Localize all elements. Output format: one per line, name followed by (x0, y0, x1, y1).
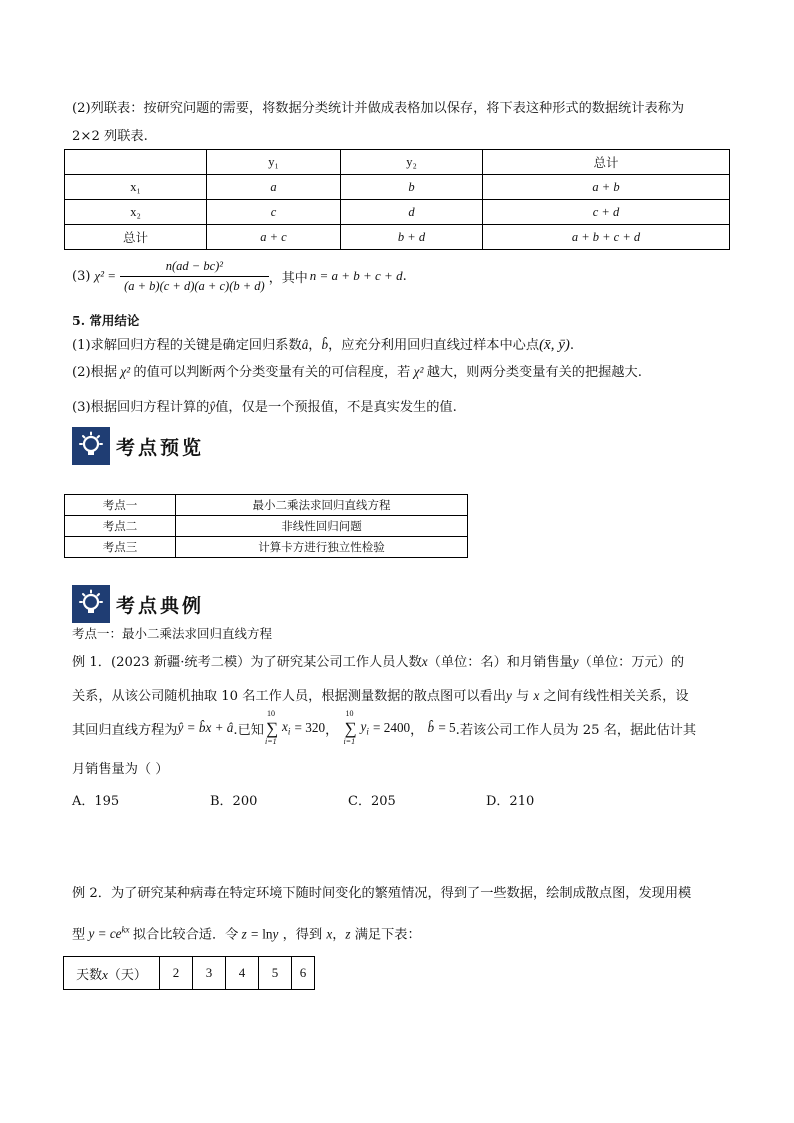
table-cell: 5 (259, 957, 292, 990)
table-cell: 总计 (483, 150, 730, 175)
sum-symbol: 10 ∑ i=1 (343, 709, 357, 746)
option-b: B．200 (210, 794, 258, 809)
conclusion-1-text-b: ，应充分利用回归直线过样本中心点 (328, 338, 540, 353)
example-1-line-3: 其回归直线方程为 ŷ = b̂x + â .已知 10 ∑ i=1 $x_i$ = 320 ， 10 ∑ i=1 $y_i$ = 2400 ， b̂ = 5 .若该公司工作人员为 25 名，据此估计其 (72, 709, 697, 746)
example-1-text-i: .若该公司工作人员为 25 名，据此估计其 (455, 722, 697, 738)
example-1-line-2 (72, 687, 689, 706)
conclusion-1-text-a: (1)求解回归方程的关键是确定回归系数 (72, 338, 302, 353)
option-d: D．210 (486, 794, 535, 809)
option-c: C．205 (348, 794, 396, 809)
table-cell: a + b (483, 175, 730, 200)
contingency-table (64, 149, 730, 250)
var-yi: $y_i$ (360, 719, 369, 737)
table-row (65, 495, 468, 516)
b-hat-symbol: b̂ (427, 720, 435, 735)
option-a: A．195 (72, 794, 120, 809)
formula-prefix: (3) (72, 268, 91, 284)
example-2-text-c: ，得到 (282, 927, 323, 943)
example-1-text-c: （单位：万元）的 (578, 655, 685, 670)
conclusion-1-text-c: . (569, 338, 575, 353)
conclusion-3 (72, 398, 457, 417)
conclusion-3-text-a: (3)根据回归方程计算的 (72, 400, 210, 415)
var-y: y (505, 688, 512, 703)
example-2-text-d: 满足下表： (354, 927, 421, 943)
var-x: x (533, 688, 540, 703)
table-header-cell (64, 957, 160, 990)
table-row (65, 175, 730, 200)
example-2-text-b: 拟合比较合适．令 (132, 927, 239, 943)
chi-square-symbol: χ² (117, 364, 134, 379)
table-cell: 计算卡方进行独立性检验 (176, 537, 468, 558)
table-row (65, 200, 730, 225)
table-cell: 考点三 (65, 537, 176, 558)
table-row (64, 957, 315, 990)
lightbulb-icon (72, 427, 110, 465)
y-hat-symbol: ŷ (209, 399, 216, 414)
example-2-text-a: 型 (72, 927, 86, 943)
examples-title: 考点典例 (116, 594, 205, 617)
chi-square-formula (72, 252, 407, 300)
conclusion-1: (1)求解回归方程的关键是确定回归系数â，b̂，应充分利用回归直线过样本中心点(x̄, ȳ). (72, 337, 575, 353)
table-cell (65, 150, 207, 175)
substitution-equation: z = (238, 926, 263, 942)
b-hat-value: = 5 (438, 720, 456, 735)
topic-1-label: 考点一：最小二乘法求回归直线方程 (72, 626, 273, 641)
example-1-text-b: （单位：名）和月销售量 (427, 655, 573, 670)
table-cell: x₂ (65, 200, 207, 225)
example-2-line-1: 例 2．为了研究某种病毒在特定环境下随时间变化的繁殖情况，得到了一些数据，绘制成散点图，发现用模 (72, 886, 692, 901)
conclusion-3-text-b: 值，仅是一个预报值，不是真实发生的值. (215, 400, 457, 415)
examples-banner (72, 585, 204, 623)
chi-lhs: χ² = (94, 268, 117, 283)
conclusion-2-text-b: 的值可以判断两个分类变量有关的可信程度，若 (133, 365, 411, 380)
table-cell: 最小二乘法求回归直线方程 (176, 495, 468, 516)
preview-banner (72, 427, 204, 465)
example-1-text-h: .已知 (233, 722, 264, 738)
conclusion-2-text-a: (2)根据 (72, 365, 118, 380)
preview-table (64, 494, 468, 558)
var-y: y (272, 926, 279, 942)
var-x: x (326, 926, 333, 942)
table-cell: 非线性回归问题 (176, 516, 468, 537)
intro-line-1: (2)列联表：按研究问题的需要，将数据分类统计并做成表格加以保存，将下表这种形式的数据统计表称为 (72, 101, 685, 116)
table-cell: 6 (292, 957, 315, 990)
formula-end: . (402, 268, 407, 284)
table-row (65, 225, 730, 250)
table-cell: a (207, 175, 341, 200)
days-table (63, 956, 315, 990)
table-cell: 3 (193, 957, 226, 990)
conclusion-2-text-c: 越大，则两分类变量有关的把握越大. (426, 365, 642, 380)
formula-suffix: ，其中 (268, 270, 308, 286)
table-cell: y₁ (207, 150, 341, 175)
chi-fraction (120, 259, 269, 294)
chi-numerator: n(ad − bc)² (120, 259, 269, 277)
table-header-row (65, 150, 730, 175)
chi-square-symbol: χ² (410, 364, 427, 379)
table-cell: c (207, 200, 341, 225)
table-cell: b (341, 175, 483, 200)
conclusions-heading: 5. 常用结论 (72, 313, 140, 328)
formula-where: n = a + b + c + d (309, 268, 403, 283)
table-cell: 考点二 (65, 516, 176, 537)
preview-title: 考点预览 (116, 436, 205, 459)
table-cell: c + d (483, 200, 730, 225)
table-cell: x₁ (65, 175, 207, 200)
var-xi: $x_i$ (281, 719, 291, 737)
lightbulb-icon (72, 585, 110, 623)
table-cell: 总计 (65, 225, 207, 250)
example-1-text-a: 例 1．(2023 新疆·统考二模）为了研究某公司工作人员人数 (72, 655, 422, 670)
table-cell: 2 (160, 957, 193, 990)
sample-center-point: (x̄, ȳ) (539, 337, 570, 353)
table-cell: 4 (226, 957, 259, 990)
sum-symbol: 10 ∑ i=1 (264, 709, 279, 746)
sum-y-value: = 2400 (373, 720, 411, 735)
days-label: 天数 (76, 967, 103, 983)
var-x: x (102, 966, 108, 982)
chi-denominator: (a + b)(c + d)(a + c)(b + d) (124, 278, 265, 293)
regression-equation: ŷ = b̂x + â (177, 720, 234, 735)
table-cell: d (341, 200, 483, 225)
table-cell: y₂ (341, 150, 483, 175)
example-1-text-f: 之间有线性相关关系，设 (543, 689, 689, 704)
example-1-text-g: 其回归直线方程为 (72, 722, 178, 738)
example-1-text-d: 关系，从该公司随机抽取 10 名工作人员，根据测量数据的散点图可以看出 (72, 689, 506, 704)
a-hat-symbol: â (301, 337, 309, 352)
table-cell: a + c (207, 225, 341, 250)
table-row (65, 537, 468, 558)
intro-line-2: 2×2 列联表. (72, 129, 148, 144)
example-1-line-1 (72, 653, 684, 672)
model-equation: $y = ce^{kx}$ (85, 925, 130, 942)
var-z: z (345, 926, 351, 942)
var-y: y (572, 654, 579, 669)
b-hat-symbol: b̂ (321, 337, 329, 352)
example-2-line-2: 型 $y = ce^{kx}$ 拟合比较合适．令 z = lny ，得到 x，z 满足下表： (72, 925, 421, 943)
ln-function: ln (262, 926, 273, 942)
table-cell: b + d (341, 225, 483, 250)
var-x: x (421, 654, 428, 669)
table-cell: 考点一 (65, 495, 176, 516)
table-row (65, 516, 468, 537)
table-cell: a + b + c + d (483, 225, 730, 250)
conclusion-2 (72, 363, 642, 382)
sum-x-value: = 320 (294, 720, 326, 735)
example-1-line-4: 月销售量为（ ） (72, 762, 169, 777)
days-unit: （天） (107, 967, 147, 983)
example-1-text-e: 与 (516, 689, 530, 704)
